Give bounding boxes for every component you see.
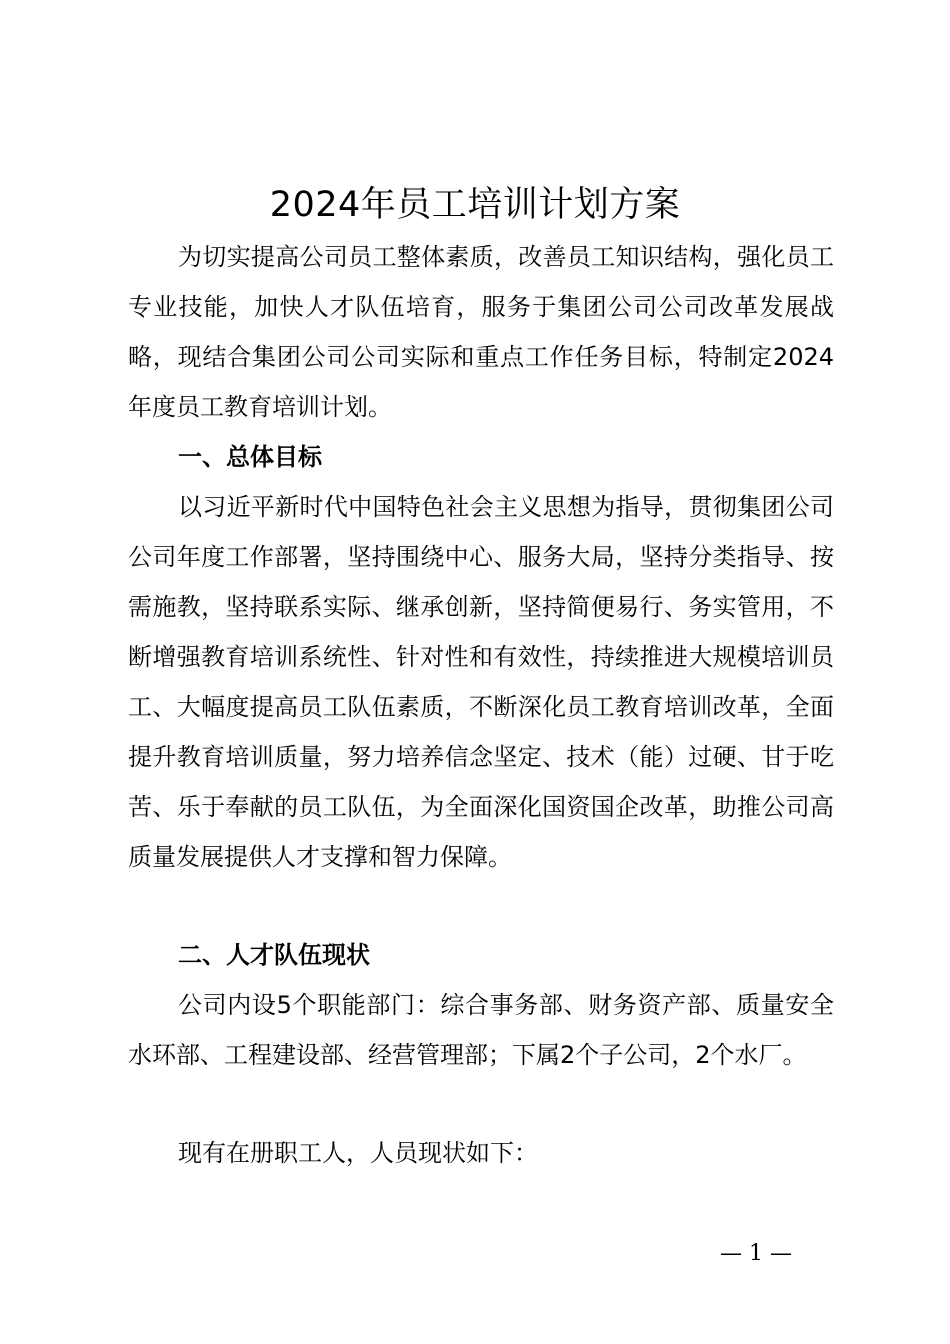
section-1-heading: 一、总体目标 (178, 443, 322, 471)
section-2-paragraph-2: 现有在册职工人，人员现状如下： (178, 1139, 538, 1167)
section-1-paragraph: 以习近平新时代中国特色社会主义思想为指导，贯彻集团公司公司年度工作部署，坚持围绕中心、服务大局，坚持分类指导、按需施教，坚持联系实际、继承创新，坚持简便易行、务实管用，不断增强教育培训系统性、针对性和有效性，持续推进大规模培训员工、大幅度提高员工队伍素质，不断深化员工教育培训改革，全面提升教育培训质量，努力培养信念坚定、技术（能）过硬、甘于吃苦、乐于奉献的员工队伍，为全面深化国资国企改革，助推公司高质量发展提供人才支撑和智力保障。 (128, 493, 834, 871)
section-2-heading: 二、人才队伍现状 (178, 941, 370, 969)
section-2-paragraph: 公司内设5个职能部门：综合事务部、财务资产部、质量安全水环部、工程建设部、经营管理部；下属2个子公司，2个水厂。 (128, 991, 834, 1069)
page-number: — 1 — (720, 1241, 792, 1266)
document-title: 2024年员工培训计划方案 (269, 185, 681, 225)
intro-paragraph: 为切实提高公司员工整体素质，改善员工知识结构，强化员工专业技能，加快人才队伍培育，服务于集团公司公司改革发展战略，现结合集团公司公司实际和重点工作任务目标，特制定2024年度员工教育培训计划。 (128, 243, 834, 421)
